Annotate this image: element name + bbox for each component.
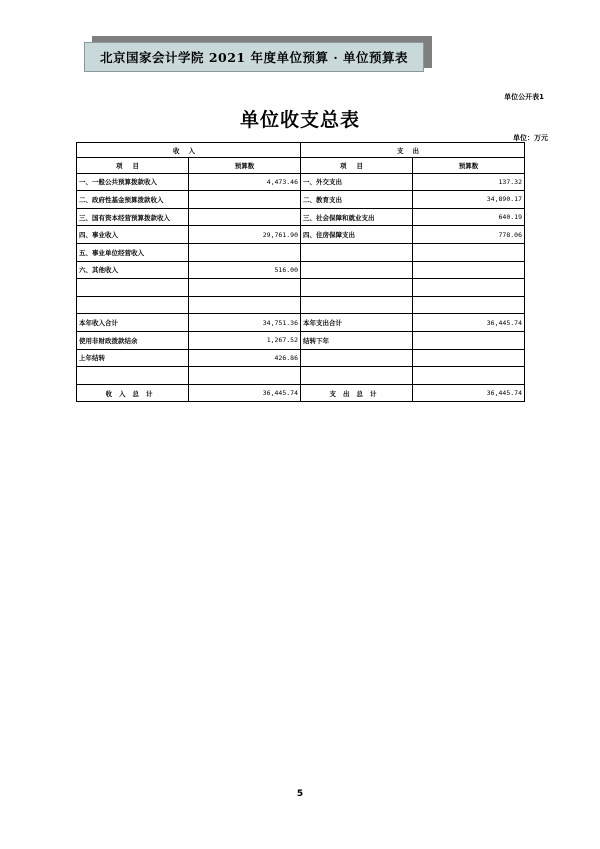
expense-amount-cell — [413, 349, 525, 367]
income-total-amount: 36,445.74 — [189, 384, 301, 402]
table-row — [77, 279, 525, 297]
table-row — [77, 296, 525, 314]
income-item-cell: 四、事业收入 — [77, 226, 189, 244]
table-row — [77, 226, 525, 244]
income-amount-cell — [189, 279, 301, 297]
expense-item-cell: 二、教育支出 — [301, 191, 413, 209]
unit-label: 单位：万元 — [513, 134, 548, 142]
income-amount-cell: 34,751.36 — [189, 314, 301, 332]
income-amount-cell — [189, 367, 301, 385]
table-row — [77, 208, 525, 226]
table-row — [77, 314, 525, 332]
grand-total-row — [77, 384, 525, 402]
income-amount-cell: 1,267.52 — [189, 331, 301, 349]
expense-amount-cell — [413, 296, 525, 314]
expense-amount-cell — [413, 261, 525, 279]
expense-item-cell — [301, 243, 413, 261]
income-total-label: 收入总计 — [77, 384, 189, 402]
expense-item-cell: 结转下年 — [301, 331, 413, 349]
income-item-cell: 五、事业单位经营收入 — [77, 243, 189, 261]
expense-item-cell: 四、住房保障支出 — [301, 226, 413, 244]
income-budget-header: 预算数 — [189, 158, 301, 174]
expense-total-label: 支出总计 — [301, 384, 413, 402]
income-amount-cell — [189, 208, 301, 226]
banner-title: 北京国家会计学院 2021 年度单位预算 · 单位预算表 — [99, 50, 409, 65]
expense-amount-cell: 36,445.74 — [413, 314, 525, 332]
expense-item-header: 项目 — [301, 158, 413, 174]
income-item-cell: 本年收入合计 — [77, 314, 189, 332]
expense-group-header: 支出 — [301, 143, 525, 158]
expense-amount-cell: 640.19 — [413, 208, 525, 226]
expense-item-cell — [301, 296, 413, 314]
expense-item-cell: 本年支出合计 — [301, 314, 413, 332]
expense-item-cell — [301, 367, 413, 385]
table-row — [77, 349, 525, 367]
income-amount-cell: 4,473.46 — [189, 173, 301, 191]
income-item-header: 项目 — [77, 158, 189, 174]
expense-item-cell: 三、社会保障和就业支出 — [301, 208, 413, 226]
income-amount-cell — [189, 243, 301, 261]
expense-amount-cell: 137.32 — [413, 173, 525, 191]
income-amount-cell — [189, 296, 301, 314]
table-row — [77, 191, 525, 209]
expense-amount-cell: 34,890.17 — [413, 191, 525, 209]
expense-item-cell — [301, 279, 413, 297]
table-body — [77, 173, 525, 384]
expense-total-amount: 36,445.74 — [413, 384, 525, 402]
expense-amount-cell: 778.06 — [413, 226, 525, 244]
income-item-cell — [77, 296, 189, 314]
expense-item-cell — [301, 261, 413, 279]
expense-item-cell — [301, 349, 413, 367]
budget-summary-table — [76, 142, 525, 402]
income-amount-cell: 516.00 — [189, 261, 301, 279]
expense-item-cell: 一、外交支出 — [301, 173, 413, 191]
group-header-row — [77, 143, 525, 158]
table-row — [77, 243, 525, 261]
income-item-cell: 二、政府性基金预算拨款收入 — [77, 191, 189, 209]
income-item-cell: 使用非财政拨款结余 — [77, 331, 189, 349]
income-amount-cell — [189, 191, 301, 209]
income-item-cell: 上年结转 — [77, 349, 189, 367]
income-item-cell: 一、一般公共预算拨款收入 — [77, 173, 189, 191]
income-group-header: 收入 — [77, 143, 301, 158]
table-row — [77, 331, 525, 349]
column-header-row — [77, 158, 525, 174]
income-item-cell — [77, 367, 189, 385]
table-number: 单位公开表1 — [504, 93, 544, 101]
expense-amount-cell — [413, 279, 525, 297]
header-banner — [84, 42, 424, 72]
page-number: 5 — [296, 789, 304, 799]
income-amount-cell: 29,761.90 — [189, 226, 301, 244]
income-item-cell: 六、其他收入 — [77, 261, 189, 279]
table-row — [77, 261, 525, 279]
expense-amount-cell — [413, 331, 525, 349]
expense-amount-cell — [413, 243, 525, 261]
table-row — [77, 173, 525, 191]
table-row — [77, 367, 525, 385]
income-amount-cell: 426.86 — [189, 349, 301, 367]
expense-amount-cell — [413, 367, 525, 385]
income-item-cell — [77, 279, 189, 297]
income-item-cell: 三、国有资本经营预算拨款收入 — [77, 208, 189, 226]
expense-budget-header: 预算数 — [413, 158, 525, 174]
page-title: 单位收支总表 — [239, 109, 360, 131]
